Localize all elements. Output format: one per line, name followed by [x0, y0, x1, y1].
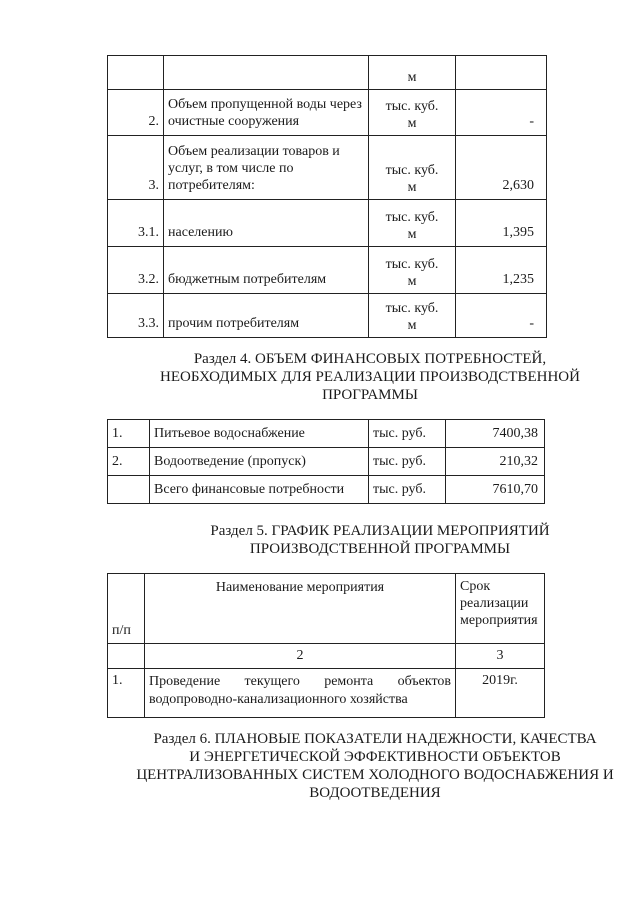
row-value: -	[456, 90, 547, 136]
column-number: 2	[145, 644, 456, 669]
table-row	[108, 136, 547, 200]
row-value: 7400,38	[446, 420, 545, 448]
unit-line: тыс. куб.	[385, 210, 439, 225]
heading-line: ЦЕНТРАЛИЗОВАННЫХ СИСТЕМ ХОЛОДНОГО ВОДОСНАБЖЕНИЯ И	[136, 767, 614, 783]
row-name: населению	[164, 200, 369, 247]
unit-line: тыс. куб.	[385, 163, 439, 178]
heading-line: И ЭНЕРГЕТИЧЕСКОЙ ЭФФЕКТИВНОСТИ ОБЪЕКТОВ	[189, 749, 561, 765]
row-number	[108, 56, 164, 90]
heading-line: ПРОГРАММЫ	[322, 387, 418, 403]
row-number: 2.	[108, 448, 150, 476]
row-unit	[369, 56, 456, 90]
table-row	[108, 448, 545, 476]
row-name: Объем пропущенной воды через очистные сооружения	[164, 90, 369, 136]
unit-line: м	[407, 318, 417, 333]
row-number: 3.3.	[108, 294, 164, 338]
row-unit	[369, 294, 456, 338]
row-name: бюджетным потребителям	[164, 247, 369, 294]
row-unit	[369, 90, 456, 136]
table-row	[108, 420, 545, 448]
heading-line: Раздел 5. ГРАФИК РЕАЛИЗАЦИИ МЕРОПРИЯТИЙ	[210, 523, 550, 539]
row-value	[456, 56, 547, 90]
unit-line: тыс. куб.	[385, 301, 439, 316]
row-name	[164, 56, 369, 90]
row-value: 210,32	[446, 448, 545, 476]
row-name: Водоотведение (пропуск)	[150, 448, 369, 476]
heading-line: ПРОИЗВОДСТВЕННОЙ ПРОГРАММЫ	[249, 541, 511, 557]
row-value: 1,395	[456, 200, 547, 247]
unit-line: м	[407, 70, 417, 85]
table-row	[108, 294, 547, 338]
row-name: Проведение текущего ремонта объектов водопроводно-канализационного хозяйства	[145, 669, 456, 718]
unit-line: м	[407, 180, 417, 195]
unit-line: м	[407, 274, 417, 289]
row-number: 3.1.	[108, 200, 164, 247]
row-unit: тыс. руб.	[369, 448, 446, 476]
column-number	[108, 644, 145, 669]
row-value: 7610,70	[446, 476, 545, 504]
row-term: 2019г.	[456, 669, 545, 718]
row-number	[108, 476, 150, 504]
header-term-line: мероприятия	[460, 613, 538, 628]
row-name: Всего финансовые потребности	[150, 476, 369, 504]
row-unit	[369, 247, 456, 294]
heading-line: НЕОБХОДИМЫХ ДЛЯ РЕАЛИЗАЦИИ ПРОИЗВОДСТВЕННОЙ	[160, 369, 580, 385]
table-row	[108, 200, 547, 247]
header-term-line: реализации	[460, 596, 529, 611]
financial-needs-table	[107, 419, 545, 504]
heading-line: Раздел 6. ПЛАНОВЫЕ ПОКАЗАТЕЛИ НАДЕЖНОСТИ, КАЧЕСТВА	[153, 731, 597, 747]
unit-line: тыс. куб.	[385, 99, 439, 114]
heading-line: Раздел 4. ОБЪЕМ ФИНАНСОВЫХ ПОТРЕБНОСТЕЙ,	[193, 351, 547, 367]
row-number: 2.	[108, 90, 164, 136]
header-term	[456, 574, 545, 644]
table-row	[108, 56, 547, 90]
table-row	[108, 669, 545, 718]
row-value: 2,630	[456, 136, 547, 200]
header-term-line: Срок	[460, 579, 491, 594]
table-row	[108, 90, 547, 136]
header-num: п/п	[108, 574, 145, 644]
table-row	[108, 247, 547, 294]
schedule-table	[107, 573, 545, 718]
row-number: 1.	[108, 669, 145, 718]
table-row	[108, 476, 545, 504]
column-number-row	[108, 644, 545, 669]
row-unit	[369, 136, 456, 200]
row-number: 3.	[108, 136, 164, 200]
row-unit	[369, 200, 456, 247]
column-number: 3	[456, 644, 545, 669]
row-value: 1,235	[456, 247, 547, 294]
unit-line: м	[407, 116, 417, 131]
row-name: Объем реализации товаров и услуг, в том числе по потребителям:	[164, 136, 369, 200]
row-value: -	[456, 294, 547, 338]
table-header-row	[108, 574, 545, 644]
heading-line: ВОДООТВЕДЕНИЯ	[309, 785, 441, 801]
header-name: Наименование мероприятия	[145, 574, 456, 644]
row-unit: тыс. руб.	[369, 476, 446, 504]
row-name: прочим потребителям	[164, 294, 369, 338]
section-4-heading	[150, 350, 590, 404]
section-5-heading	[180, 522, 580, 558]
row-number: 1.	[108, 420, 150, 448]
row-number: 3.2.	[108, 247, 164, 294]
row-unit: тыс. руб.	[369, 420, 446, 448]
unit-line: тыс. куб.	[385, 257, 439, 272]
volumes-table	[107, 55, 547, 338]
section-6-heading	[130, 730, 620, 802]
unit-line: м	[407, 227, 417, 242]
row-name: Питьевое водоснабжение	[150, 420, 369, 448]
